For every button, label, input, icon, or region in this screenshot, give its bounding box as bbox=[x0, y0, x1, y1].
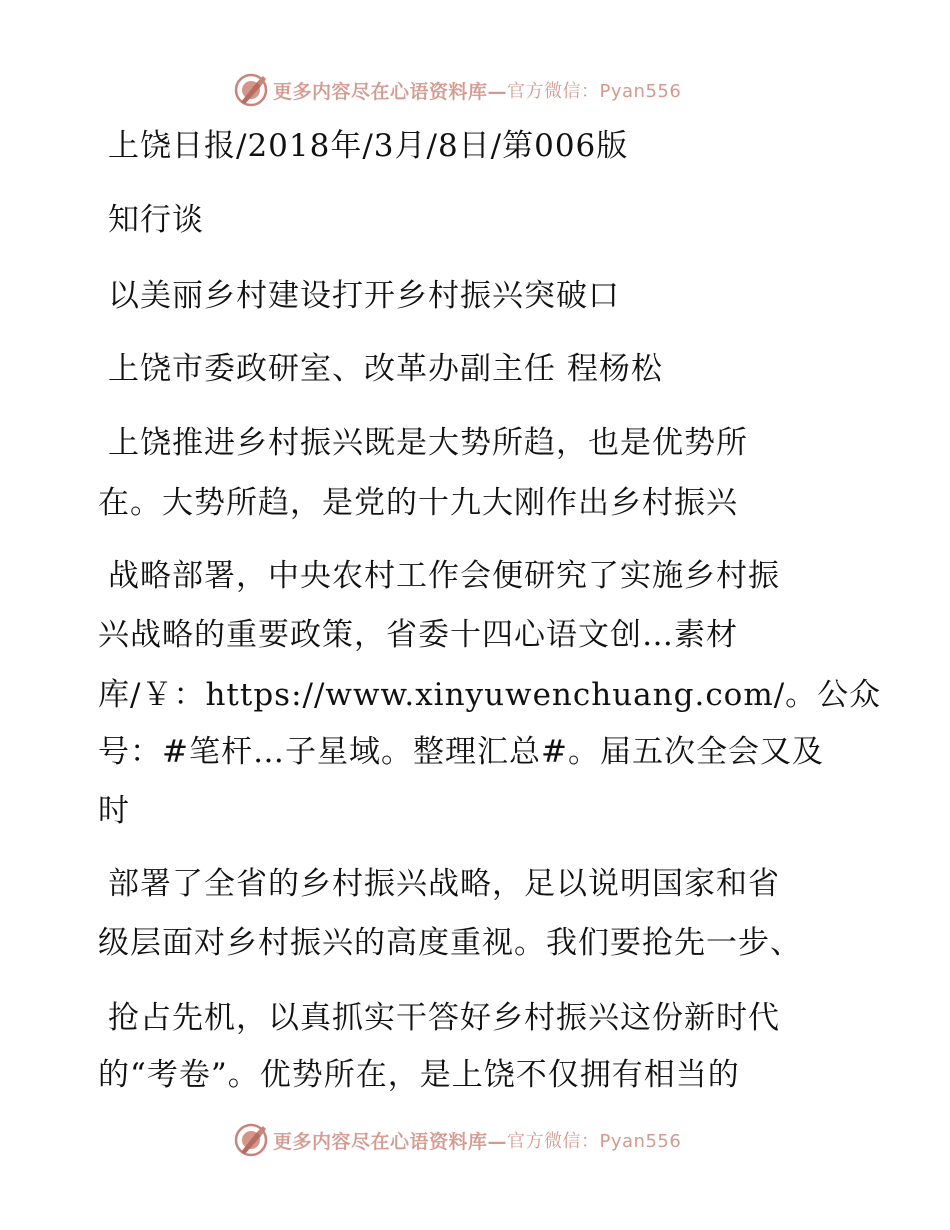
pen-logo-icon bbox=[233, 72, 269, 108]
body-line: 兴战略的重要政策，省委十四心语文创…素材 bbox=[98, 617, 738, 653]
body-line: 在。大势所趋，是党的十九大刚作出乡村振兴 bbox=[98, 485, 738, 521]
watermark-text: 更多内容尽在心语资料库— bbox=[273, 80, 508, 103]
author-line: 上饶市委政研室、改革办副主任 程杨松 bbox=[108, 351, 663, 387]
header-watermark bbox=[233, 70, 681, 110]
body-line: 库/￥：https://www.xinyuwenchuang.com/。公众 bbox=[98, 677, 882, 713]
publication-line: 上饶日报/2018年/3月/8日/第006版 bbox=[108, 128, 629, 164]
watermark-wechat: 官方微信：Pyan556 bbox=[507, 1131, 682, 1152]
body-line: 战略部署，中央农村工作会便研究了实施乡村振 bbox=[108, 558, 780, 594]
watermark-text: 更多内容尽在心语资料库— bbox=[273, 1130, 508, 1153]
footer-watermark bbox=[233, 1120, 681, 1160]
body-line: 时 bbox=[98, 793, 130, 829]
article-title: 以美丽乡村建设打开乡村振兴突破口 bbox=[108, 278, 620, 314]
body-line: 的“考卷”。优势所在，是上饶不仅拥有相当的 bbox=[98, 1057, 740, 1093]
body-line: 部署了全省的乡村振兴战略，足以说明国家和省 bbox=[108, 866, 780, 902]
body-line: 号：#笔杆…子星域。整理汇总#。届五次全会又及 bbox=[98, 734, 824, 770]
body-line: 抢占先机，以真抓实干答好乡村振兴这份新时代 bbox=[108, 1000, 780, 1036]
column-name: 知行谈 bbox=[108, 202, 204, 238]
body-line: 上饶推进乡村振兴既是大势所趋，也是优势所 bbox=[108, 425, 748, 461]
watermark-wechat: 官方微信：Pyan556 bbox=[507, 81, 682, 102]
body-line: 级层面对乡村振兴的高度重视。我们要抢先一步、 bbox=[98, 925, 802, 961]
pen-logo-icon bbox=[233, 1122, 269, 1158]
